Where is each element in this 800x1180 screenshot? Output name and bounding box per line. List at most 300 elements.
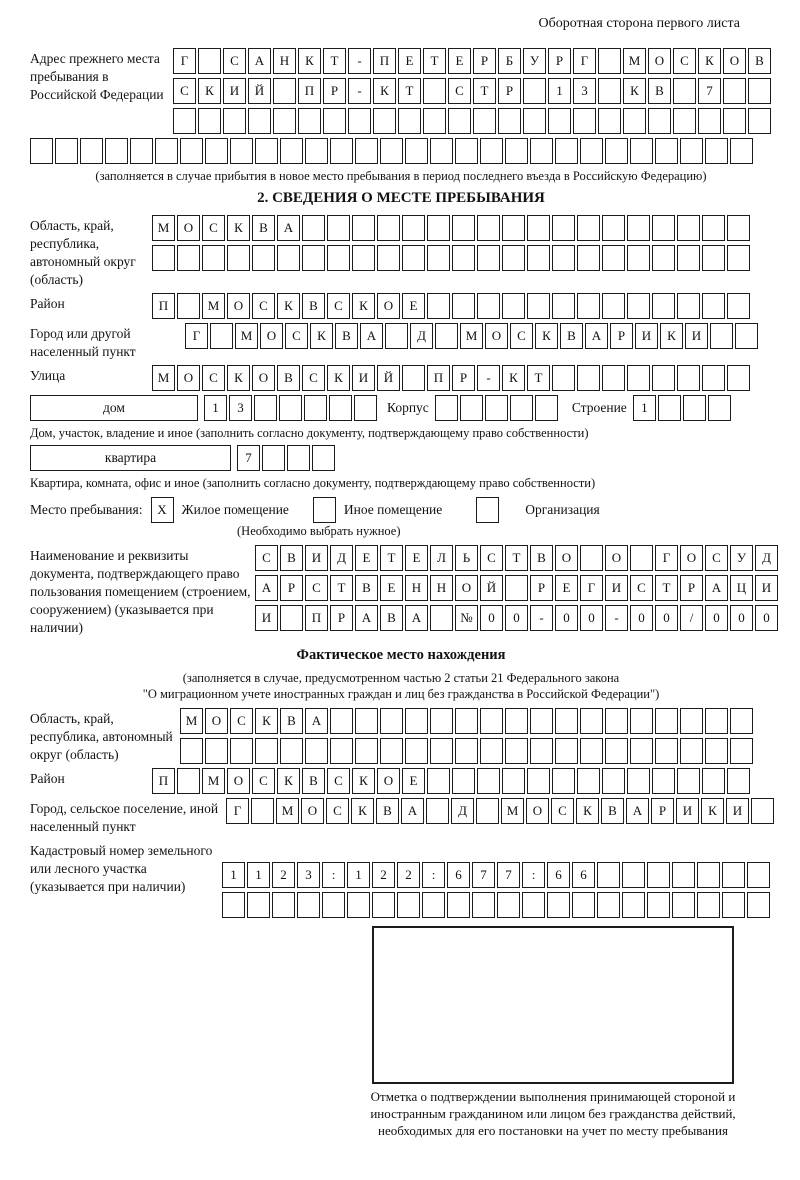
char-box[interactable]: [598, 78, 621, 104]
char-box[interactable]: [105, 138, 128, 164]
char-box[interactable]: И: [605, 575, 628, 601]
char-box[interactable]: [605, 708, 628, 734]
char-box[interactable]: М: [276, 798, 299, 824]
char-box[interactable]: [473, 108, 496, 134]
char-box[interactable]: К: [310, 323, 333, 349]
char-box[interactable]: [452, 245, 475, 271]
char-box[interactable]: 0: [555, 605, 578, 631]
char-box[interactable]: [527, 215, 550, 241]
char-box[interactable]: [177, 293, 200, 319]
char-box[interactable]: Д: [410, 323, 433, 349]
char-box[interactable]: С: [480, 545, 503, 571]
char-box[interactable]: Р: [498, 78, 521, 104]
char-box[interactable]: /: [680, 605, 703, 631]
char-box[interactable]: [530, 138, 553, 164]
char-box[interactable]: С: [326, 798, 349, 824]
char-box[interactable]: В: [280, 708, 303, 734]
char-box[interactable]: -: [605, 605, 628, 631]
char-box[interactable]: [502, 245, 525, 271]
char-box[interactable]: [480, 138, 503, 164]
char-box[interactable]: [355, 138, 378, 164]
char-box[interactable]: [505, 708, 528, 734]
char-box[interactable]: [398, 108, 421, 134]
char-box[interactable]: [380, 708, 403, 734]
char-box[interactable]: [530, 708, 553, 734]
char-box[interactable]: Е: [405, 545, 428, 571]
char-box[interactable]: О: [680, 545, 703, 571]
char-box[interactable]: [722, 862, 745, 888]
char-box[interactable]: Г: [185, 323, 208, 349]
char-box[interactable]: [735, 323, 758, 349]
char-box[interactable]: С: [285, 323, 308, 349]
char-box[interactable]: -: [348, 78, 371, 104]
char-box[interactable]: К: [352, 768, 375, 794]
char-box[interactable]: 7: [472, 862, 495, 888]
char-box[interactable]: О: [485, 323, 508, 349]
char-box[interactable]: [680, 138, 703, 164]
char-box[interactable]: 3: [573, 78, 596, 104]
char-box[interactable]: Ц: [730, 575, 753, 601]
char-box[interactable]: [327, 245, 350, 271]
char-box[interactable]: [402, 215, 425, 241]
char-box[interactable]: [430, 605, 453, 631]
char-box[interactable]: К: [373, 78, 396, 104]
char-box[interactable]: [227, 245, 250, 271]
char-box[interactable]: [652, 215, 675, 241]
char-box[interactable]: Д: [755, 545, 778, 571]
char-box[interactable]: О: [227, 768, 250, 794]
char-box[interactable]: А: [248, 48, 271, 74]
char-box[interactable]: 0: [730, 605, 753, 631]
char-box[interactable]: [652, 768, 675, 794]
char-box[interactable]: [355, 708, 378, 734]
char-box[interactable]: А: [705, 575, 728, 601]
char-box[interactable]: [702, 365, 725, 391]
char-box[interactable]: Н: [430, 575, 453, 601]
char-box[interactable]: [155, 138, 178, 164]
char-box[interactable]: [748, 108, 771, 134]
char-box[interactable]: К: [298, 48, 321, 74]
char-box[interactable]: [747, 862, 770, 888]
char-box[interactable]: [460, 395, 483, 421]
char-box[interactable]: [677, 768, 700, 794]
char-box[interactable]: [272, 892, 295, 918]
char-box[interactable]: [730, 708, 753, 734]
char-box[interactable]: 0: [580, 605, 603, 631]
char-box[interactable]: Г: [580, 575, 603, 601]
char-box[interactable]: Е: [398, 48, 421, 74]
char-box[interactable]: [180, 138, 203, 164]
char-box[interactable]: О: [377, 293, 400, 319]
char-box[interactable]: В: [280, 545, 303, 571]
char-box[interactable]: Р: [323, 78, 346, 104]
char-box[interactable]: -: [477, 365, 500, 391]
char-box[interactable]: [435, 395, 458, 421]
checkbox-inoe[interactable]: [313, 497, 336, 523]
char-box[interactable]: [577, 768, 600, 794]
char-box[interactable]: [280, 138, 303, 164]
char-box[interactable]: Б: [498, 48, 521, 74]
char-box[interactable]: С: [305, 575, 328, 601]
char-box[interactable]: Р: [473, 48, 496, 74]
char-box[interactable]: [273, 78, 296, 104]
char-box[interactable]: [205, 138, 228, 164]
char-box[interactable]: С: [202, 365, 225, 391]
char-box[interactable]: С: [673, 48, 696, 74]
char-box[interactable]: [405, 738, 428, 764]
char-box[interactable]: [435, 323, 458, 349]
char-box[interactable]: И: [255, 605, 278, 631]
char-box[interactable]: О: [227, 293, 250, 319]
char-box[interactable]: [622, 862, 645, 888]
char-box[interactable]: Р: [651, 798, 674, 824]
char-box[interactable]: [252, 245, 275, 271]
char-box[interactable]: [262, 445, 285, 471]
char-box[interactable]: [327, 215, 350, 241]
char-box[interactable]: С: [302, 365, 325, 391]
char-box[interactable]: А: [626, 798, 649, 824]
char-box[interactable]: Е: [402, 768, 425, 794]
char-box[interactable]: Й: [480, 575, 503, 601]
char-box[interactable]: П: [373, 48, 396, 74]
char-box[interactable]: [652, 293, 675, 319]
char-box[interactable]: [452, 293, 475, 319]
char-box[interactable]: [527, 768, 550, 794]
char-box[interactable]: [677, 365, 700, 391]
char-box[interactable]: [577, 215, 600, 241]
char-box[interactable]: [477, 215, 500, 241]
char-box[interactable]: [527, 245, 550, 271]
char-box[interactable]: В: [302, 293, 325, 319]
char-box[interactable]: П: [427, 365, 450, 391]
char-box[interactable]: [708, 395, 731, 421]
char-box[interactable]: [677, 215, 700, 241]
char-box[interactable]: [402, 245, 425, 271]
char-box[interactable]: [222, 892, 245, 918]
char-box[interactable]: К: [502, 365, 525, 391]
char-box[interactable]: О: [205, 708, 228, 734]
char-box[interactable]: В: [530, 545, 553, 571]
char-box[interactable]: [552, 215, 575, 241]
char-box[interactable]: Т: [398, 78, 421, 104]
char-box[interactable]: [427, 245, 450, 271]
char-box[interactable]: [673, 78, 696, 104]
char-box[interactable]: [577, 245, 600, 271]
char-box[interactable]: [347, 892, 370, 918]
char-box[interactable]: И: [726, 798, 749, 824]
char-box[interactable]: Т: [380, 545, 403, 571]
char-box[interactable]: К: [698, 48, 721, 74]
char-box[interactable]: И: [635, 323, 658, 349]
char-box[interactable]: А: [360, 323, 383, 349]
char-box[interactable]: [573, 108, 596, 134]
char-box[interactable]: 1: [247, 862, 270, 888]
char-box[interactable]: :: [522, 862, 545, 888]
char-box[interactable]: [723, 78, 746, 104]
char-box[interactable]: [455, 708, 478, 734]
char-box[interactable]: [352, 215, 375, 241]
checkbox-org[interactable]: [476, 497, 499, 523]
char-box[interactable]: М: [152, 365, 175, 391]
char-box[interactable]: [697, 862, 720, 888]
char-box[interactable]: [602, 215, 625, 241]
char-box[interactable]: В: [302, 768, 325, 794]
char-box[interactable]: [672, 862, 695, 888]
char-box[interactable]: К: [701, 798, 724, 824]
char-box[interactable]: [652, 365, 675, 391]
char-box[interactable]: Е: [448, 48, 471, 74]
char-box[interactable]: [377, 215, 400, 241]
char-box[interactable]: [180, 738, 203, 764]
char-box[interactable]: [230, 138, 253, 164]
char-box[interactable]: [747, 892, 770, 918]
char-box[interactable]: В: [748, 48, 771, 74]
char-box[interactable]: [130, 138, 153, 164]
char-box[interactable]: А: [405, 605, 428, 631]
char-box[interactable]: [426, 798, 449, 824]
char-box[interactable]: [498, 108, 521, 134]
char-box[interactable]: [455, 138, 478, 164]
char-box[interactable]: [627, 365, 650, 391]
char-box[interactable]: [658, 395, 681, 421]
char-box[interactable]: [598, 108, 621, 134]
dom-field[interactable]: дом: [30, 395, 198, 421]
char-box[interactable]: [430, 708, 453, 734]
char-box[interactable]: С: [327, 768, 350, 794]
char-box[interactable]: [372, 892, 395, 918]
char-box[interactable]: [210, 323, 233, 349]
char-box[interactable]: Е: [380, 575, 403, 601]
char-box[interactable]: Р: [280, 575, 303, 601]
char-box[interactable]: О: [723, 48, 746, 74]
char-box[interactable]: Р: [452, 365, 475, 391]
char-box[interactable]: Т: [323, 48, 346, 74]
char-box[interactable]: 3: [297, 862, 320, 888]
char-box[interactable]: [377, 245, 400, 271]
char-box[interactable]: [430, 738, 453, 764]
char-box[interactable]: [751, 798, 774, 824]
char-box[interactable]: [702, 245, 725, 271]
char-box[interactable]: 1: [633, 395, 656, 421]
char-box[interactable]: [305, 138, 328, 164]
char-box[interactable]: О: [260, 323, 283, 349]
char-box[interactable]: [748, 78, 771, 104]
char-box[interactable]: Й: [377, 365, 400, 391]
char-box[interactable]: К: [227, 215, 250, 241]
char-box[interactable]: [522, 892, 545, 918]
char-box[interactable]: [348, 108, 371, 134]
char-box[interactable]: [305, 738, 328, 764]
char-box[interactable]: Д: [451, 798, 474, 824]
char-box[interactable]: [598, 48, 621, 74]
char-box[interactable]: [230, 738, 253, 764]
char-box[interactable]: [627, 245, 650, 271]
char-box[interactable]: :: [422, 862, 445, 888]
char-box[interactable]: [330, 738, 353, 764]
char-box[interactable]: [530, 738, 553, 764]
char-box[interactable]: С: [630, 575, 653, 601]
char-box[interactable]: [448, 108, 471, 134]
char-box[interactable]: [555, 138, 578, 164]
char-box[interactable]: [202, 245, 225, 271]
char-box[interactable]: А: [585, 323, 608, 349]
char-box[interactable]: [402, 365, 425, 391]
char-box[interactable]: [727, 768, 750, 794]
char-box[interactable]: М: [501, 798, 524, 824]
char-box[interactable]: В: [335, 323, 358, 349]
char-box[interactable]: №: [455, 605, 478, 631]
char-box[interactable]: -: [530, 605, 553, 631]
char-box[interactable]: Г: [573, 48, 596, 74]
char-box[interactable]: [380, 138, 403, 164]
char-box[interactable]: [430, 138, 453, 164]
char-box[interactable]: 0: [755, 605, 778, 631]
char-box[interactable]: В: [376, 798, 399, 824]
char-box[interactable]: [555, 738, 578, 764]
char-box[interactable]: [423, 108, 446, 134]
char-box[interactable]: [177, 245, 200, 271]
char-box[interactable]: [427, 768, 450, 794]
char-box[interactable]: В: [601, 798, 624, 824]
char-box[interactable]: [198, 108, 221, 134]
char-box[interactable]: [205, 738, 228, 764]
char-box[interactable]: [505, 738, 528, 764]
char-box[interactable]: 1: [222, 862, 245, 888]
char-box[interactable]: [702, 293, 725, 319]
char-box[interactable]: [477, 245, 500, 271]
char-box[interactable]: И: [755, 575, 778, 601]
char-box[interactable]: [698, 108, 721, 134]
char-box[interactable]: [455, 738, 478, 764]
char-box[interactable]: [502, 293, 525, 319]
char-box[interactable]: [322, 892, 345, 918]
char-box[interactable]: П: [305, 605, 328, 631]
char-box[interactable]: О: [177, 365, 200, 391]
char-box[interactable]: Г: [655, 545, 678, 571]
char-box[interactable]: [555, 708, 578, 734]
char-box[interactable]: 0: [705, 605, 728, 631]
char-box[interactable]: [648, 108, 671, 134]
char-box[interactable]: [330, 138, 353, 164]
char-box[interactable]: [627, 293, 650, 319]
char-box[interactable]: [452, 768, 475, 794]
char-box[interactable]: К: [277, 293, 300, 319]
char-box[interactable]: О: [648, 48, 671, 74]
char-box[interactable]: [680, 738, 703, 764]
char-box[interactable]: Е: [555, 575, 578, 601]
char-box[interactable]: [552, 768, 575, 794]
char-box[interactable]: [523, 78, 546, 104]
char-box[interactable]: [497, 892, 520, 918]
char-box[interactable]: В: [648, 78, 671, 104]
char-box[interactable]: И: [223, 78, 246, 104]
char-box[interactable]: [447, 892, 470, 918]
char-box[interactable]: О: [301, 798, 324, 824]
char-box[interactable]: [80, 138, 103, 164]
char-box[interactable]: [472, 892, 495, 918]
char-box[interactable]: [477, 768, 500, 794]
char-box[interactable]: [280, 738, 303, 764]
char-box[interactable]: О: [377, 768, 400, 794]
char-box[interactable]: [552, 365, 575, 391]
char-box[interactable]: П: [152, 293, 175, 319]
char-box[interactable]: М: [202, 768, 225, 794]
char-box[interactable]: Л: [430, 545, 453, 571]
char-box[interactable]: [329, 395, 352, 421]
char-box[interactable]: :: [322, 862, 345, 888]
char-box[interactable]: [280, 605, 303, 631]
char-box[interactable]: В: [355, 575, 378, 601]
char-box[interactable]: [630, 708, 653, 734]
char-box[interactable]: [352, 245, 375, 271]
char-box[interactable]: 6: [547, 862, 570, 888]
char-box[interactable]: П: [152, 768, 175, 794]
char-box[interactable]: К: [660, 323, 683, 349]
char-box[interactable]: Р: [548, 48, 571, 74]
char-box[interactable]: [602, 365, 625, 391]
char-box[interactable]: [505, 575, 528, 601]
char-box[interactable]: [602, 245, 625, 271]
char-box[interactable]: С: [705, 545, 728, 571]
char-box[interactable]: [630, 738, 653, 764]
char-box[interactable]: А: [355, 605, 378, 631]
char-box[interactable]: [223, 108, 246, 134]
char-box[interactable]: [298, 108, 321, 134]
char-box[interactable]: [323, 108, 346, 134]
char-box[interactable]: Т: [423, 48, 446, 74]
char-box[interactable]: А: [401, 798, 424, 824]
char-box[interactable]: М: [152, 215, 175, 241]
char-box[interactable]: [577, 365, 600, 391]
char-box[interactable]: [198, 48, 221, 74]
char-box[interactable]: [710, 323, 733, 349]
char-box[interactable]: В: [277, 365, 300, 391]
char-box[interactable]: Г: [226, 798, 249, 824]
char-box[interactable]: [647, 892, 670, 918]
char-box[interactable]: [30, 138, 53, 164]
char-box[interactable]: Р: [530, 575, 553, 601]
char-box[interactable]: С: [255, 545, 278, 571]
char-box[interactable]: [480, 738, 503, 764]
char-box[interactable]: Р: [610, 323, 633, 349]
char-box[interactable]: Д: [330, 545, 353, 571]
char-box[interactable]: [597, 892, 620, 918]
char-box[interactable]: [630, 138, 653, 164]
char-box[interactable]: В: [252, 215, 275, 241]
char-box[interactable]: Е: [355, 545, 378, 571]
char-box[interactable]: К: [576, 798, 599, 824]
char-box[interactable]: [302, 245, 325, 271]
char-box[interactable]: С: [202, 215, 225, 241]
char-box[interactable]: [251, 798, 274, 824]
char-box[interactable]: 0: [655, 605, 678, 631]
char-box[interactable]: [247, 892, 270, 918]
char-box[interactable]: [727, 293, 750, 319]
char-box[interactable]: [287, 445, 310, 471]
char-box[interactable]: [652, 245, 675, 271]
char-box[interactable]: [405, 708, 428, 734]
char-box[interactable]: М: [235, 323, 258, 349]
char-box[interactable]: [552, 293, 575, 319]
char-box[interactable]: 7: [237, 445, 260, 471]
char-box[interactable]: 3: [229, 395, 252, 421]
char-box[interactable]: [427, 293, 450, 319]
char-box[interactable]: 0: [630, 605, 653, 631]
char-box[interactable]: Н: [405, 575, 428, 601]
char-box[interactable]: [705, 708, 728, 734]
char-box[interactable]: [477, 293, 500, 319]
char-box[interactable]: К: [351, 798, 374, 824]
